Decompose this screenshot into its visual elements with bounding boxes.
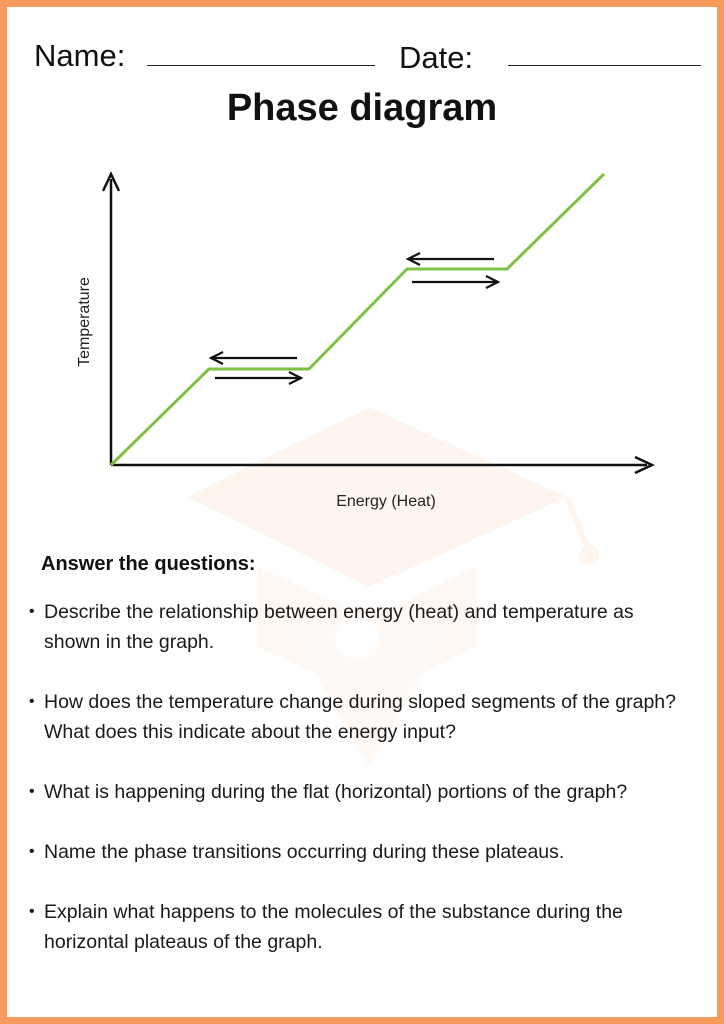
questions-list <box>27 597 687 987</box>
question-item <box>27 897 687 957</box>
bullet-icon: • <box>29 693 35 710</box>
question-text: Explain what happens to the molecules of the substance during the horizontal plateaus of the graph. <box>44 901 623 953</box>
bullet-icon: • <box>29 783 35 800</box>
bullet-icon: • <box>29 903 35 920</box>
questions-heading: Answer the questions: <box>41 553 256 575</box>
bullet-icon: • <box>29 843 35 860</box>
heating-curve-line <box>111 174 604 465</box>
question-item <box>27 597 687 657</box>
upper-plateau-left-arrow <box>408 253 494 265</box>
question-text: Name the phase transitions occurring during these plateaus. <box>44 841 565 863</box>
question-text: How does the temperature change during sloped segments of the graph? What does this indicate about the energy input? <box>44 691 676 743</box>
name-label: Name: <box>34 38 126 73</box>
question-text: Describe the relationship between energy (heat) and temperature as shown in the graph. <box>44 601 634 653</box>
question-item <box>27 837 687 867</box>
y-axis-label: Temperature <box>76 277 93 367</box>
page-title: Phase diagram <box>226 87 498 129</box>
lower-plateau-right-arrow <box>215 372 301 384</box>
x-axis-label: Energy (Heat) <box>336 493 436 510</box>
bullet-icon: • <box>29 603 35 620</box>
date-label: Date: <box>399 40 474 75</box>
question-item <box>27 687 687 747</box>
question-item <box>27 777 687 807</box>
upper-plateau-right-arrow <box>412 276 498 288</box>
phase-diagram <box>7 7 717 537</box>
lower-plateau-left-arrow <box>211 352 297 364</box>
question-text: What is happening during the flat (horizontal) portions of the graph? <box>44 781 628 803</box>
